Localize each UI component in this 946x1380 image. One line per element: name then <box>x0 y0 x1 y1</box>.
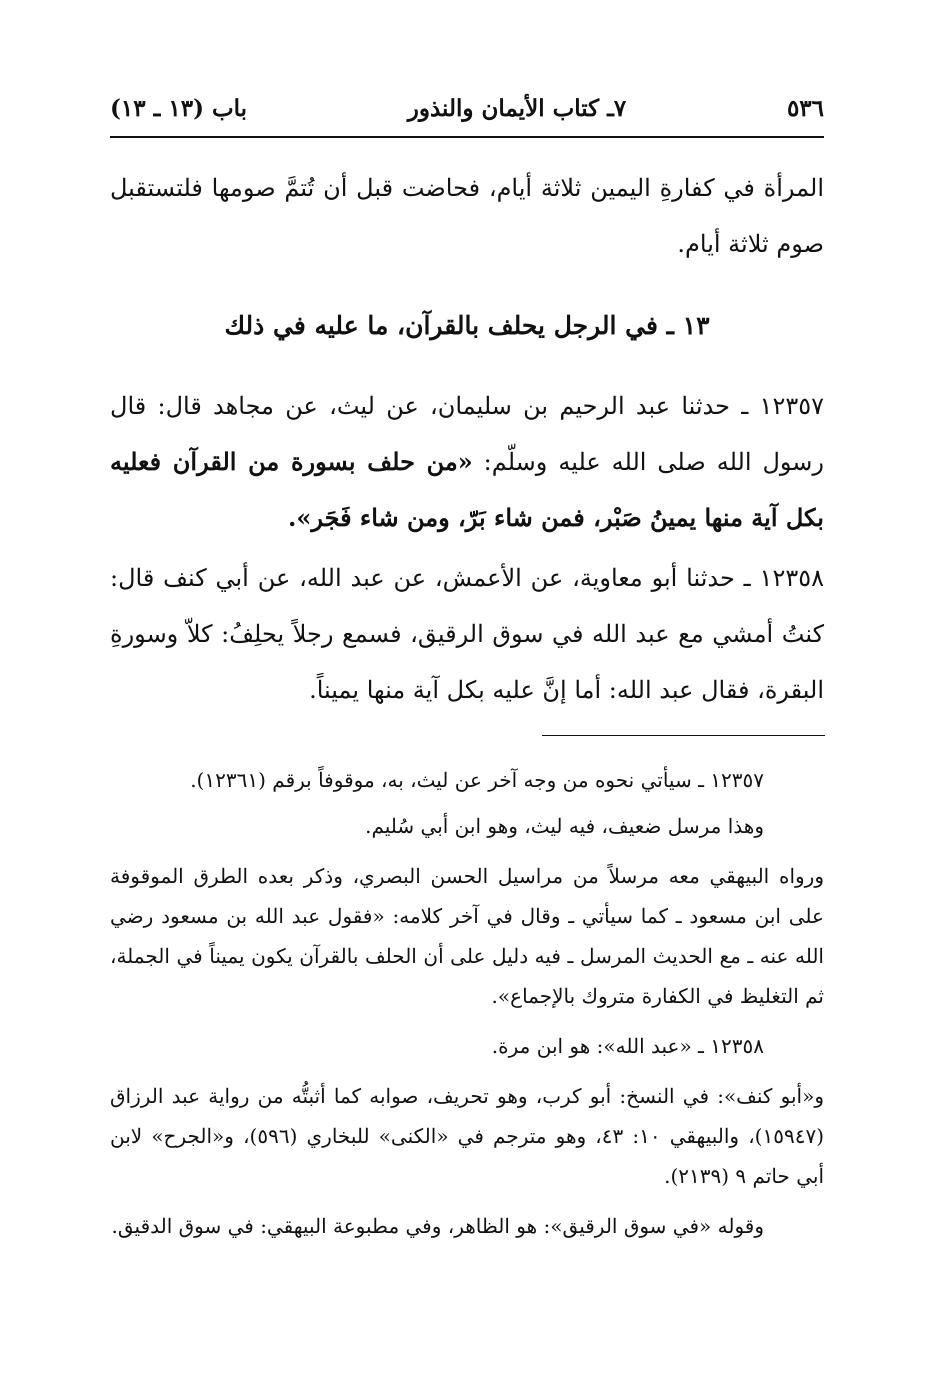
hadith-12357-text <box>110 378 824 546</box>
page-number: ٥٣٦ <box>786 94 824 122</box>
hadith-12358-text: ١٢٣٥٨ ـ حدثنا أبو معاوية، عن الأعمش، عن عبد الله، عن أبي كنف قال: كنتُ أمشي مع عبد الله في سوق الرقيق، فسمع رجلاً يحلِفُ: كلاّ وسورةِ البقرة، فقال عبد الله: أما إنَّ عليه بكل آية منها يميناً. <box>110 564 824 704</box>
footnote-12357-grading: وهذا مرسل ضعيف، فيه ليث، وهو ابن أبي سُليم. <box>365 814 764 838</box>
footnote-12358-market: وقوله «في سوق الرقيق»: هو الظاهر، وفي مطبوعة البيهقي: في سوق الدقيق. <box>111 1214 764 1238</box>
header-rule <box>110 136 824 138</box>
continuation-text: المرأة في كفارةِ اليمين ثلاثة أيام، فحاضت قبل أن تُتمَّ صومها فلتستقبل صوم ثلاثة أيام. <box>110 174 824 258</box>
footnote-12358-abu-kanaf: و«أبو كنف»: في النسخ: أبو كرب، وهو تحريف، صوابه كما أثبتُّه من رواية عبد الرزاق (١٥٩٤٧)، والبيهقي ١٠: ٤٣، وهو مترجم في «الكنى» للبخاري (٥٩٦)، و«الجرح» لابن أبي حاتم ٩ (٢١٣٩). <box>110 1084 824 1188</box>
hadith-12357 <box>110 378 824 546</box>
section-heading: ١٣ ـ في الرجل يحلف بالقرآن، ما عليه في ذلك <box>224 311 710 340</box>
footnote-separator <box>542 735 825 736</box>
hadith-12357-matn: «من حلف بسورة من القرآن فعليه بكل آية منها يمينُ صَبْر، فمن شاء بَرّ، ومن شاء فَجَر». <box>110 447 824 532</box>
book-title: ٧ـ كتاب الأيمان والنذور <box>407 94 627 122</box>
running-header <box>110 88 824 128</box>
hadith-12357-isnad: ١٢٣٥٧ ـ حدثنا عبد الرحيم بن سليمان، عن ليث، عن مجاهد قال: قال رسول الله صلى الله عليه وسلّم: <box>110 392 824 476</box>
footnote-12357: ١٢٣٥٧ ـ سيأتي نحوه من وجه آخر عن ليث، به، موقوفاً برقم (١٢٣٦١). <box>190 768 764 792</box>
continuation-block <box>110 160 824 272</box>
footnote-12357-bayhaqi: ورواه البيهقي معه مرسلاً من مراسيل الحسن البصري، وذكر بعده الطرق الموقوفة على ابن مسعود ـ كما سيأتي ـ وقال في آخر كلامه: «فقول عبد الله بن مسعود رضي الله عنه ـ مع الحديث المرسل ـ فيه دليل على أن الحلف بالقرآن يكون يميناً في الجملة، ثم التغليظ في الكفارة متروك بالإجماع». <box>110 864 824 1008</box>
footnote-12358: ١٢٣٥٨ ـ «عبد الله»: هو ابن مرة. <box>491 1034 764 1058</box>
hadith-12358 <box>110 550 824 718</box>
footnotes <box>110 760 824 1256</box>
chapter-reference: باب (١٣ ـ ١٣) <box>110 94 248 122</box>
